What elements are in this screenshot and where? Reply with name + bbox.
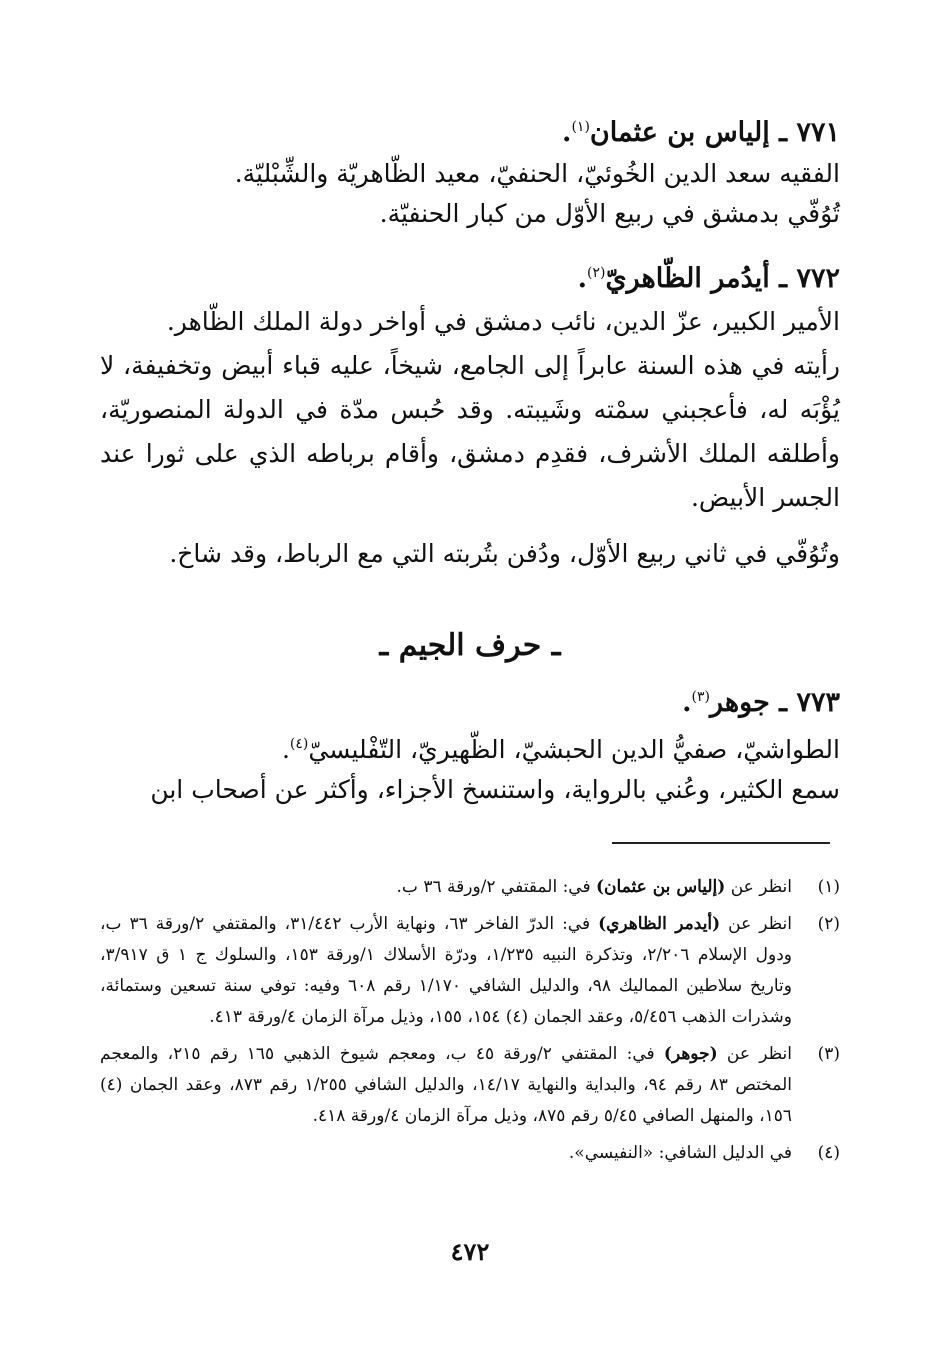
footnote-ref-2[interactable]: (٢)	[586, 265, 606, 281]
entry-773-title: ٧٧٣ ـ جوهر	[710, 687, 840, 718]
footnote-3	[100, 1039, 840, 1132]
footnote-text	[100, 1138, 792, 1169]
entry-773-line-1-period: .	[281, 735, 290, 764]
entry-771	[100, 106, 840, 234]
footnote-lead: انظر عن	[725, 877, 792, 897]
footnote-text	[100, 909, 792, 1033]
entry-771-line-2: تُوُفّي بدمشق في ربيع الأوّل من كبار الحنفيّة.	[379, 199, 840, 228]
footnote-1	[100, 872, 840, 903]
footnote-sources: في: المقتفي ٢/ورقة ٤٥ ب، ومعجم شيوخ الذهبي ١٦٥ رقم ٢١٥، والمعجم المختص ٨٣ رقم ٩٤، والبداية والنهاية ١٤/١٧، والدليل الشافي ١/٢٥٥ رقم ٨٧٣، وعقد الجمان (٤) ١٥٦، والمنهل الصافي ٥/٤٥ رقم ٨٧٥، وذيل مرآة الزمان ٤/ورقة ٤١٨.	[100, 1044, 792, 1126]
entry-773-heading	[100, 676, 840, 724]
entry-772-title: ٧٧٢ ـ أيدُمر الظّاهريّ	[605, 263, 840, 294]
footnote-text	[100, 1039, 792, 1132]
footnote-subject: (جوهر)	[663, 1044, 718, 1064]
entry-773	[100, 676, 840, 810]
entry-773-line-2: سمع الكثير، وعُني بالرواية، واستنسخ الأجزاء، وأكثر عن أصحاب ابن	[150, 775, 840, 804]
footnote-sources: في: الدرّ الفاخر ٦٣، ونهاية الأرب ٣١/٤٤٢، والمقتفي ٢/ورقة ٣٦ ب، ودول الإسلام ٢/٢٠٦، وتذكرة النبيه ١/٢٣٥، ودرّة الأسلاك ١/ورقة ١٥٣، والسلوك ج ١ ق ٣/٩١٧، وتاريخ سلاطين المماليك ٩٨، والدليل الشافي ١/١٧٠ رقم ٦٠٨ وفيه: توفي سنة تسعين وستمائة، وشذرات الذهب ٥/٤٥٦، وعقد الجمان (٤) ١٥٤، ١٥٥، وذيل مرآة الزمان ٤/ورقة ٤١٣.	[100, 914, 793, 1027]
entry-771-line-1: الفقيه سعد الدين الخُوئيّ، الحنفيّ، معيد الظّاهريّة والشِّبْليّة.	[234, 159, 840, 188]
entry-772-line-1: الأمير الكبير، عزّ الدين، نائب دمشق في أواخر دولة الملك الظّاهر.	[166, 307, 840, 336]
entry-772	[100, 252, 840, 576]
section-title-jim: ـ حرف الجيم ـ	[379, 628, 561, 663]
footnote-number: (٢)	[817, 914, 840, 934]
footnote-lead: في الدليل الشافي: «النفيسي».	[568, 1143, 792, 1163]
footnote-sources: في: المقتفي ٢/ورقة ٣٦ ب.	[396, 877, 596, 897]
footnote-2	[100, 909, 840, 1033]
entry-771-title: ٧٧١ ـ إلياس بن عثمان	[589, 117, 840, 148]
entry-771-period: .	[562, 117, 572, 148]
footnote-ref-4[interactable]: (٤)	[289, 736, 309, 752]
footnote-separator	[612, 842, 830, 844]
entry-772-heading	[100, 252, 840, 300]
footnotes	[100, 872, 840, 1175]
entry-773-line-1	[100, 724, 840, 770]
footnote-ref-3[interactable]: (٣)	[691, 689, 710, 705]
footnote-text	[100, 872, 792, 903]
footnote-number: (١)	[817, 877, 840, 897]
footnote-number: (٣)	[817, 1044, 840, 1064]
entry-772-period: .	[577, 263, 587, 294]
entry-772-paragraph: رأيته في هذه السنة عابراً إلى الجامع، شيخاً، عليه قباء أبيض وتخفيفة، لا يُؤْبَه له، فأعجبني سمْته وشَيبته. وقد حُبس مدّة في الدولة المنصوريّة، وأطلقه الملك الأشرف، فقدِم دمشق، وأقام برباطه الذي على ثورا عند الجسر الأبيض.	[100, 351, 840, 512]
page-number: ٤٧٢	[450, 1237, 490, 1266]
footnote-number: (٤)	[817, 1143, 840, 1163]
footnote-lead: انظر عن	[717, 1044, 793, 1064]
entry-771-heading	[100, 106, 840, 154]
footnote-4	[100, 1138, 840, 1169]
entry-773-line-1-text: الطواشيّ، صفيُّ الدين الحبشيّ، الظّهيريّ، التّفْليسيّ	[308, 735, 840, 764]
footnote-lead: انظر عن	[720, 914, 792, 934]
footnote-subject: (إلياس بن عثمان)	[596, 877, 726, 897]
entry-773-period: .	[682, 687, 692, 718]
footnote-ref-1[interactable]: (١)	[571, 119, 590, 135]
footnote-subject: (أيدمر الظاهري)	[598, 914, 721, 934]
entry-772-death-line: وتُوُفّي في ثاني ربيع الأوّل، ودُفن بتُربته التي مع الرباط، وقد شاخ.	[169, 539, 840, 568]
